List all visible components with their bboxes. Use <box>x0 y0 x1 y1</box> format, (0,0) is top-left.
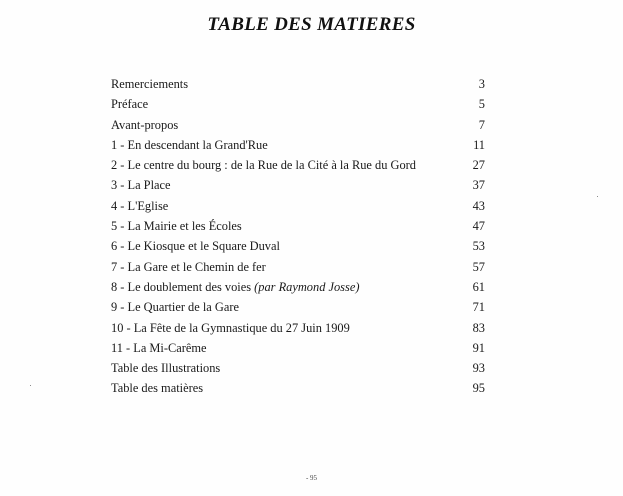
toc-entry-label: 10 - La Fête de la Gymnastique du 27 Juin 1909 <box>111 320 350 335</box>
toc-entry-label: 5 - La Mairie et les Écoles <box>111 219 242 234</box>
toc-entry-page-number: 37 <box>472 178 485 193</box>
toc-entry-title <box>111 378 203 398</box>
toc-entry <box>111 115 485 135</box>
toc-entry-page-number: 43 <box>472 198 485 213</box>
toc-entry <box>111 74 485 94</box>
toc-entry <box>111 297 485 317</box>
toc-entry-page-number: 57 <box>472 259 485 274</box>
toc-entry <box>111 175 485 195</box>
toc-entry-label: 8 - Le doublement des voies <box>111 279 255 294</box>
toc-entry-label: 6 - Le Kiosque et le Square Duval <box>111 239 280 254</box>
toc-entry-title <box>111 155 416 175</box>
toc-entry-page-number: 71 <box>472 300 485 315</box>
toc-entry-page-number: 53 <box>472 239 485 254</box>
toc-entry-label: 3 - La Place <box>111 178 171 193</box>
toc-entry-page-number: 83 <box>472 320 485 335</box>
page-title: TABLE DES MATIERES <box>207 14 416 35</box>
toc-entry <box>111 358 485 378</box>
toc-entry <box>111 94 485 114</box>
toc-entry-page-number: 11 <box>473 137 485 152</box>
toc-entry-page-number: 7 <box>478 117 485 132</box>
toc-entry-title <box>111 277 359 297</box>
toc-entry <box>111 216 485 236</box>
toc-entry-page-number: 3 <box>478 77 485 91</box>
toc-entry-title <box>111 236 280 256</box>
toc-entry-label: 2 - Le centre du bourg : de la Rue de la Cité à la Rue du Gord <box>111 158 416 173</box>
toc-entry-page-number: 61 <box>472 279 485 294</box>
toc-entry-title <box>111 115 178 135</box>
toc-entry <box>111 196 485 216</box>
toc-entry-page-number: 95 <box>472 381 485 396</box>
toc-entry <box>111 338 485 358</box>
toc-entry-label: 4 - L'Eglise <box>111 198 169 213</box>
toc-entry-title <box>111 257 266 277</box>
toc-entry-title <box>111 216 242 236</box>
toc-entry <box>111 155 485 175</box>
toc-entry-label: 7 - La Gare et le Chemin de fer <box>111 259 266 274</box>
table-of-contents <box>111 74 485 399</box>
toc-entry-page-number: 91 <box>472 340 485 355</box>
paper-speck <box>30 385 31 386</box>
toc-entry-title <box>111 338 207 358</box>
toc-entry-title <box>111 318 350 338</box>
toc-entry <box>111 236 485 256</box>
toc-entry-label: Table des matières <box>111 381 204 396</box>
toc-entry-label: 11 - La Mi-Carême <box>111 340 207 355</box>
toc-entry-author-note: (par Raymond Josse) <box>254 279 360 294</box>
toc-entry <box>111 277 485 297</box>
toc-entry-page-number: 47 <box>472 219 485 234</box>
toc-entry-title <box>111 94 148 114</box>
toc-entry-title <box>111 74 188 94</box>
toc-entry-title <box>111 135 268 155</box>
toc-entry <box>111 378 485 398</box>
toc-entry-title <box>111 196 168 216</box>
toc-entry-label: Avant-propos <box>111 117 179 132</box>
toc-entry-label: Remerciements <box>111 77 189 91</box>
toc-entry-title <box>111 297 239 317</box>
toc-entry <box>111 318 485 338</box>
toc-entry-title <box>111 358 220 378</box>
toc-entry-page-number: 27 <box>472 158 485 173</box>
page-number: - 95 <box>305 474 318 482</box>
toc-entry-page-number: 93 <box>472 361 485 376</box>
paper-speck <box>597 196 598 197</box>
toc-entry-title <box>111 175 171 195</box>
toc-entry-page-number: 5 <box>478 97 485 112</box>
toc-entry <box>111 257 485 277</box>
toc-entry-label: Table des Illustrations <box>111 361 221 376</box>
toc-entry-label: Préface <box>111 97 149 112</box>
toc-entry <box>111 135 485 155</box>
toc-entry-label: 9 - Le Quartier de la Gare <box>111 300 239 315</box>
toc-entry-label: 1 - En descendant la Grand'Rue <box>111 137 268 152</box>
